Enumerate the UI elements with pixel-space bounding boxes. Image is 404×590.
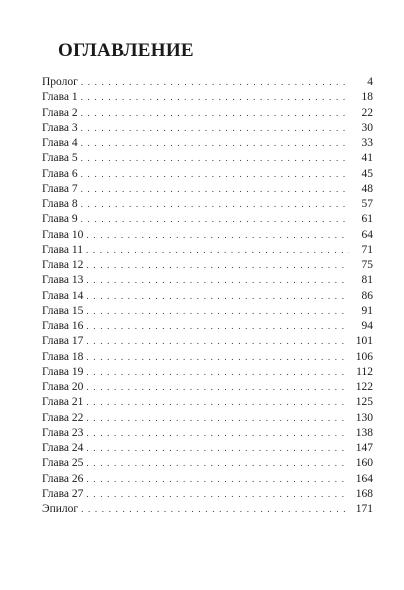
toc-entry-page-number: 30 [361,121,373,134]
toc-entry-label: Глава 26 [42,472,84,485]
toc-entry [42,273,373,288]
toc-entry-page-number: 18 [361,91,373,104]
toc-entry-label: Эпилог [42,503,79,515]
toc-entry-label: Глава 22 [42,411,84,424]
toc-entry-label: Глава 25 [42,457,84,470]
toc-entry-page-number: 57 [361,198,373,210]
dot-leader [86,411,349,426]
toc-entry [42,304,373,319]
toc-entry [42,411,373,426]
dot-leader [86,426,349,441]
toc-entry-label: Глава 10 [42,228,84,241]
toc-entry [42,258,373,273]
toc-entry [42,75,373,90]
toc-entry-label: Глава 9 [42,213,78,226]
toc-entry-page-number: 4 [367,76,373,88]
toc-entry-label: Глава 17 [42,335,84,348]
toc-entry [42,472,373,487]
toc-entry [42,365,373,380]
toc-entry-page-number: 86 [361,289,373,302]
toc-entry-page-number: 45 [361,167,373,180]
dot-leader [86,365,349,380]
dot-leader [81,212,349,227]
toc-entry-page-number: 91 [361,304,373,317]
dot-leader [81,167,349,182]
dot-leader [86,289,349,304]
dot-leader [81,75,349,90]
toc-entry-page-number: 112 [356,365,373,378]
toc-entry-label: Глава 27 [42,487,84,500]
toc-entry-page-number: 48 [361,182,373,195]
toc-entry-label: Глава 11 [42,243,83,256]
toc-entry-page-number: 33 [361,137,373,149]
toc-entry-label: Глава 15 [42,304,84,317]
dot-leader [81,106,349,121]
toc-entry-label: Глава 21 [42,396,84,409]
dot-leader [86,243,349,258]
toc-entry-page-number: 168 [355,487,373,500]
toc-entry-page-number: 41 [361,152,373,165]
toc-entry [42,182,373,197]
toc-entry [42,395,373,410]
toc-entry-page-number: 164 [355,472,373,485]
toc-entry [42,426,373,441]
toc-entry-page-number: 101 [355,335,373,348]
toc-entry-label: Глава 4 [42,137,78,149]
toc-entry [42,136,373,151]
dot-leader [81,136,349,151]
toc-entry [42,167,373,182]
dot-leader [86,395,349,410]
toc-entry [42,212,373,227]
toc-entry-label: Пролог [42,76,78,88]
toc-entry-label: Глава 1 [42,91,78,104]
toc-entry-label: Глава 18 [42,350,84,363]
dot-leader [86,472,349,487]
toc-entry-label: Глава 14 [42,289,84,302]
toc-entry-page-number: 75 [361,259,373,271]
toc-entry-label: Глава 7 [42,182,78,195]
toc-entry-page-number: 160 [355,457,373,470]
toc-entry [42,350,373,365]
toc-entry [42,456,373,471]
dot-leader [86,334,349,349]
toc-entry-label: Глава 16 [42,320,84,332]
dot-leader [86,350,349,365]
dot-leader [81,151,349,166]
table-of-contents [42,75,373,517]
toc-entry [42,289,373,304]
dot-leader [86,273,349,288]
toc-entry-label: Глава 23 [42,426,84,439]
toc-entry-page-number: 64 [361,228,373,241]
dot-leader [86,380,349,395]
toc-entry-page-number: 125 [355,396,373,409]
toc-entry-page-number: 94 [361,320,373,332]
toc-entry-page-number: 147 [355,442,373,454]
dot-leader [86,319,349,334]
toc-entry-label: Глава 13 [42,274,84,287]
toc-entry-label: Глава 3 [42,121,78,134]
toc-entry-label: Глава 8 [42,198,78,210]
toc-entry [42,106,373,121]
toc-entry [42,151,373,166]
toc-entry [42,441,373,456]
dot-leader [81,182,349,197]
toc-entry [42,380,373,395]
toc-entry-page-number: 71 [361,243,373,256]
toc-entry-page-number: 171 [355,503,373,515]
dot-leader [86,441,349,456]
toc-entry-page-number: 22 [361,106,373,119]
dot-leader [86,228,349,243]
toc-entry-label: Глава 5 [42,152,78,165]
toc-entry [42,334,373,349]
page-title: ОГЛАВЛЕНИЕ [58,40,194,61]
toc-entry [42,228,373,243]
toc-entry [42,243,373,258]
toc-entry [42,502,373,517]
toc-entry-page-number: 61 [361,213,373,226]
dot-leader [86,304,349,319]
toc-entry [42,319,373,334]
dot-leader [81,502,349,517]
dot-leader [81,121,349,136]
toc-entry-page-number: 138 [355,426,373,439]
toc-entry-label: Глава 6 [42,167,78,180]
toc-entry [42,487,373,502]
dot-leader [81,197,349,212]
toc-entry-label: Глава 2 [42,106,78,119]
toc-entry-page-number: 122 [355,381,373,393]
dot-leader [86,487,349,502]
toc-entry [42,197,373,212]
toc-entry-page-number: 106 [355,350,373,363]
toc-entry-page-number: 81 [361,274,373,287]
dot-leader [86,456,349,471]
toc-entry-label: Глава 20 [42,381,84,393]
toc-entry-page-number: 130 [355,411,373,424]
toc-entry [42,121,373,136]
toc-entry-label: Глава 19 [42,365,84,378]
toc-entry-label: Глава 24 [42,442,84,454]
dot-leader [86,258,349,273]
dot-leader [81,90,349,105]
toc-entry [42,90,373,105]
toc-entry-label: Глава 12 [42,259,84,271]
